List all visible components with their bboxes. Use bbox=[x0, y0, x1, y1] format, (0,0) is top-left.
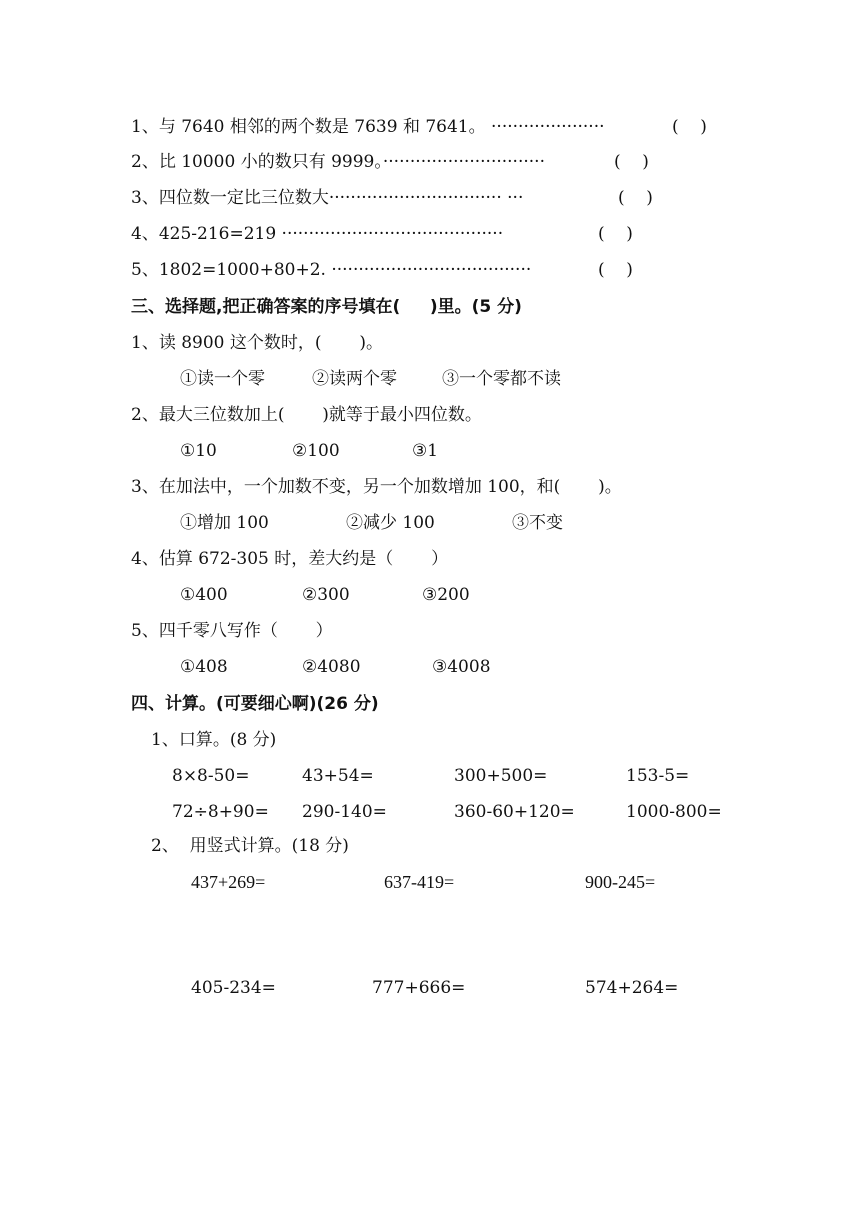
section-3-heading: 三、选择题,把正确答案的序号填在( )里。(5 分) bbox=[131, 297, 522, 317]
oral-problem: 300+500= bbox=[454, 766, 548, 786]
vertical-problem: 900-245= bbox=[585, 872, 656, 892]
judge-item-4-answer-blank: ( ) bbox=[598, 224, 633, 244]
choice-4-option-2: ②300 bbox=[302, 585, 350, 605]
choice-3-option-3: ③不变 bbox=[512, 513, 563, 533]
choice-4-option-3: ③200 bbox=[422, 585, 470, 605]
judge-item-1-text: 1、与 7640 相邻的两个数是 7639 和 7641。 ····················· bbox=[131, 117, 605, 137]
judge-item-2-answer-blank: ( ) bbox=[614, 152, 649, 172]
choice-5-option-3: ③4008 bbox=[432, 657, 491, 677]
choice-question-3: 3、在加法中，一个加数不变，另一个加数增加 100，和( )。 bbox=[131, 477, 622, 497]
oral-problem: 360-60+120= bbox=[454, 802, 575, 822]
choice-2-option-3: ③1 bbox=[412, 441, 439, 461]
choice-2-option-2: ②100 bbox=[292, 441, 340, 461]
oral-problem: 290-140= bbox=[302, 802, 387, 822]
vertical-problem: 405-234= bbox=[191, 978, 276, 998]
section-4-heading: 四、计算。(可要细心啊)(26 分) bbox=[131, 694, 379, 714]
judge-item-5-text: 5、1802=1000+80+2. ····································· bbox=[131, 260, 532, 280]
choice-question-5: 5、四千零八写作（ ） bbox=[131, 621, 333, 641]
judge-item-5-answer-blank: ( ) bbox=[598, 260, 633, 280]
choice-3-option-2: ②减少 100 bbox=[346, 513, 435, 533]
choice-question-2: 2、最大三位数加上( )就等于最小四位数。 bbox=[131, 405, 482, 425]
vertical-problem: 777+666= bbox=[372, 978, 466, 998]
vertical-calculation-title: 2、 用竖式计算。(18 分) bbox=[151, 836, 349, 856]
choice-4-option-1: ①400 bbox=[180, 585, 228, 605]
choice-question-1: 1、读 8900 这个数时，( )。 bbox=[131, 333, 383, 353]
judge-item-3-text: 3、四位数一定比三位数大································ ··· bbox=[131, 188, 524, 208]
choice-3-option-1: ①增加 100 bbox=[180, 513, 269, 533]
oral-problem: 43+54= bbox=[302, 766, 374, 786]
vertical-problem: 637-419= bbox=[384, 872, 455, 892]
judge-item-2-text: 2、比 10000 小的数只有 9999。······························ bbox=[131, 152, 545, 172]
oral-calculation-title: 1、口算。(8 分) bbox=[151, 730, 277, 750]
choice-1-option-2: ②读两个零 bbox=[312, 369, 397, 389]
judge-item-3-answer-blank: ( ) bbox=[618, 188, 653, 208]
vertical-problem: 574+264= bbox=[585, 978, 679, 998]
choice-5-option-1: ①408 bbox=[180, 657, 228, 677]
judge-item-1-answer-blank: ( ) bbox=[672, 117, 707, 137]
choice-5-option-2: ②4080 bbox=[302, 657, 361, 677]
choice-1-option-1: ①读一个零 bbox=[180, 369, 265, 389]
choice-1-option-3: ③一个零都不读 bbox=[442, 369, 561, 389]
vertical-problem: 437+269= bbox=[191, 872, 266, 892]
judge-item-4-text: 4、425-216=219 ········································· bbox=[131, 224, 504, 244]
choice-question-4: 4、估算 672-305 时，差大约是（ ） bbox=[131, 549, 449, 569]
oral-problem: 1000-800= bbox=[626, 802, 722, 822]
oral-problem: 8×8-50= bbox=[172, 766, 250, 786]
oral-problem: 72÷8+90= bbox=[172, 802, 269, 822]
oral-problem: 153-5= bbox=[626, 766, 690, 786]
choice-2-option-1: ①10 bbox=[180, 441, 217, 461]
